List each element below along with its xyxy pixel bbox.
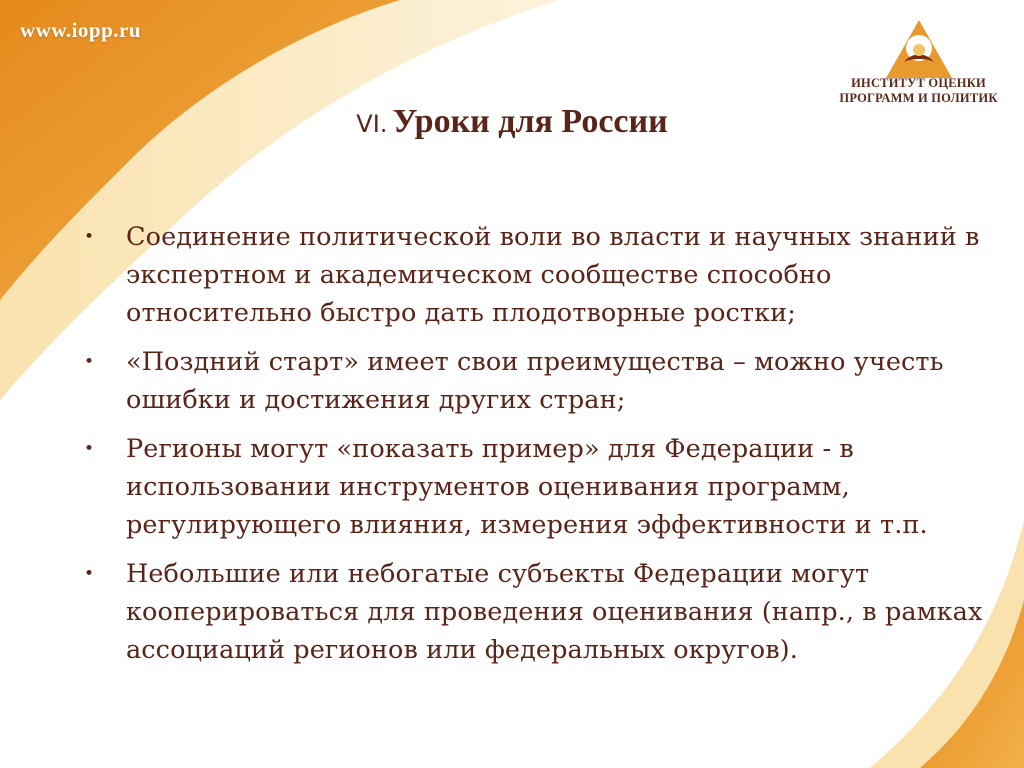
bullet-dot: • — [84, 352, 95, 372]
logo-emblem-icon — [884, 18, 954, 80]
bullet-text: Соединение политической воли во власти и научных знаний в экспертном и академическом сообществе способно относительно быстро дать плодотворные ростки; — [126, 222, 980, 328]
site-url: www.iopp.ru — [20, 18, 142, 42]
logo-line-1: ИНСТИТУТ ОЦЕНКИ — [851, 76, 986, 90]
title-number: VI. — [356, 110, 388, 138]
bullet-dot: • — [84, 564, 95, 584]
bullet-text: «Поздний старт» имеет свои преимущества – можно учесть ошибки и достижения других стран; — [126, 347, 944, 415]
slide-title — [0, 103, 1024, 141]
bullet-dot: • — [84, 439, 95, 459]
bullet-item — [82, 430, 1002, 544]
bullet-item — [82, 218, 1002, 332]
bullet-text: Регионы могут «показать пример» для Федерации - в использовании инструментов оценивания программ, регулирующего влияния, измерения эффективности и т.п. — [126, 434, 928, 540]
title-text: Уроки для России — [392, 103, 668, 140]
bullet-text: Небольшие или небогатые субъекты Федерации могут кооперироваться для проведения оценивания (напр., в рамках ассоциаций регионов или федеральных округов). — [126, 559, 983, 665]
bullet-dot: • — [84, 227, 95, 247]
institute-logo — [826, 18, 1011, 113]
bullet-list — [82, 218, 1002, 680]
bullet-item — [82, 555, 1002, 669]
bullet-item — [82, 343, 1002, 419]
logo-line-2: ПРОГРАММ И ПОЛИТИК — [839, 91, 998, 105]
